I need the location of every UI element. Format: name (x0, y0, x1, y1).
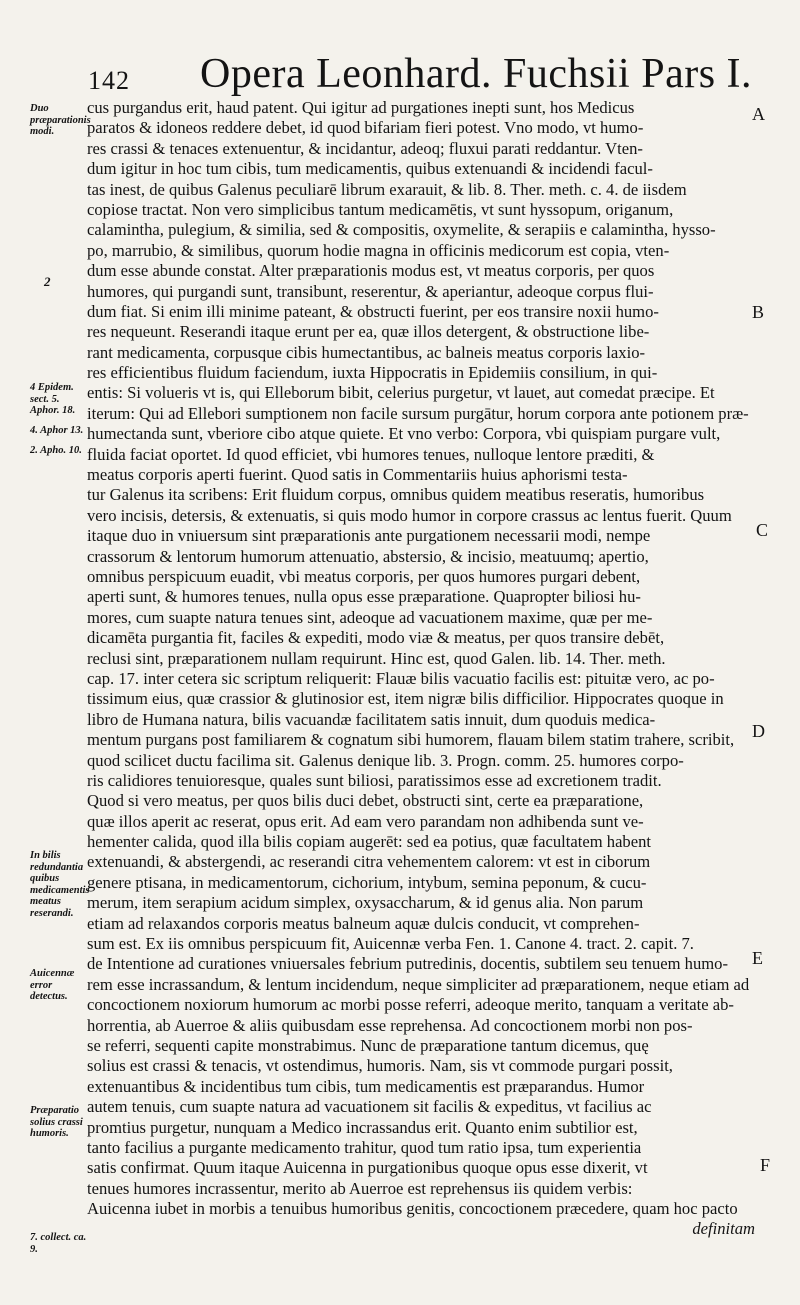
text-line-content: po, marrubio, & similibus, quorum hodie magna in officinis medicorum est copia, vten- (87, 240, 670, 260)
margin-notes (0, 0, 91, 1305)
text-line-content: genere ptisana, in medicamentorum, cichorium, intybum, semina peponum, & cucu- (87, 872, 647, 892)
text-line (87, 1138, 755, 1158)
text-line (87, 791, 755, 811)
text-line (87, 1219, 755, 1239)
text-line-content: res efficientibus fluidum faciendum, iuxta Hippocratis in Epidemiis consilium, in qui- (87, 363, 658, 383)
text-line (87, 180, 755, 200)
margin-note: 7. collect. ca. 9. (30, 1232, 87, 1255)
section-letter: B (752, 302, 765, 322)
margin-note: 2. Apho. 10. (30, 445, 82, 456)
text-line-content: iterum: Qui ad Ellebori sumptionem non facile sursum purgātur, horum corpora ante potionem præ- (87, 403, 749, 423)
text-line-content: paratos & idoneos reddere debet, id quod bifariam fieri potest. Vno modo, vt humo- (87, 118, 644, 138)
text-line-content: res crassi & tenaces extenuentur, & incidantur, adeoq; fluxui parati reddantur. Vten- (87, 138, 643, 158)
text-line-content: omnibus perspicuum euadit, vbi meatus corporis, per quos humores purgari debent, (87, 566, 641, 586)
text-line-content: extenuantibus & incidentibus tum cibis, tum medicamentis est præparandus. Humor (87, 1076, 645, 1096)
text-line (87, 995, 755, 1015)
section-letter: A (752, 104, 765, 124)
text-line (87, 934, 755, 954)
text-line-content: hementer calida, quod illa bilis copiam augerēt: sed ea potius, quæ facultatem habent (87, 832, 652, 852)
text-line-content: satis confirmat. Quum itaque Auicenna in purgationibus quoque opus esse dixerit, vt (87, 1158, 648, 1178)
text-line (87, 873, 755, 893)
text-line-content: mores, cum suapte natura tenues sint, adeoque ad vacuationem maxime, quæ per me- (87, 607, 653, 627)
text-line (87, 628, 755, 648)
text-line-content: Quod si vero meatus, per quos bilis duci debet, obstructi sint, certe ea præparatione, (87, 791, 644, 811)
text-line-content: solius est crassi & tenacis, vt ostendimus, humoris. Nam, sis vt commode purgari possit, (87, 1056, 673, 1076)
text-line-content: copiose tractat. Non vero simplicibus tantum medicamētis, vt sunt hyssopum, origanum, (87, 199, 674, 219)
text-line-content: fluida faciat oportet. Id quod efficiet, vbi humores tenues, nulloque lentore præditi, & (87, 444, 655, 464)
page-number: 142 (88, 66, 130, 95)
text-line (87, 261, 755, 281)
text-line (87, 587, 755, 607)
text-line-content: libro de Humana natura, bilis vacuandæ facilitatem satis innuit, dum quoduis medica- (87, 709, 656, 729)
text-line (87, 1056, 755, 1076)
text-line (87, 241, 755, 261)
text-line-content: tissimum eius, quæ crassior & glutinosior est, item nigræ bilis difficilior. Hippocrates quoque in (87, 689, 724, 709)
text-line (87, 1036, 755, 1056)
margin-note: 4 Epidem. sect. 5. Aphor. 18. (30, 382, 76, 416)
text-line-content: dum esse abunde constat. Alter præparationis modus est, vt meatus corporis, per quos (87, 261, 655, 281)
text-line-content: sum est. Ex iis omnibus perspicuum fit, Auicennæ verba Fen. 1. Canone 4. tract. 2. capit. 7. (87, 934, 694, 954)
text-line (87, 363, 755, 383)
text-line (87, 1077, 755, 1097)
text-line-content: merum, item serapium acidum simplex, oxysaccharum, & id genus alia. Non parum (87, 893, 644, 913)
section-letter: D (752, 721, 765, 741)
page-header (88, 50, 753, 100)
text-line-content: extenuandi, & abstergendi, ac reserandi citra vehementem calorem: vt est in ciborum (87, 852, 651, 872)
text-line (87, 1158, 755, 1178)
text-line-content: vero incisis, detersis, & extenuatis, si quis modo humor in corpore crassus ac lentus fuerit. Quum (87, 505, 732, 525)
text-line-content: humectanda sunt, vberiore cibo atque quiete. Et vno verbo: Corpora, vbi quispiam purgare vult, (87, 424, 721, 444)
text-line-content: cus purgandus erit, haud patent. Qui igitur ad purgationes inepti sunt, hos Medicus (87, 98, 635, 117)
text-line-content: tenues humores incrassentur, merito ab Auerroe est reprehensus iis quidem verbis: (87, 1178, 633, 1198)
running-title: Opera Leonhard. Fuchsii Pars I. (200, 51, 753, 97)
text-line (87, 343, 755, 363)
text-line (87, 200, 755, 220)
margin-note: 2 (44, 274, 51, 289)
text-line (87, 567, 755, 587)
text-line (87, 1097, 755, 1117)
text-line (87, 445, 755, 465)
text-line (87, 220, 755, 240)
text-line (87, 914, 755, 934)
margin-note: 4. Aphor 13. (30, 425, 84, 436)
text-line (87, 322, 755, 342)
text-line (87, 852, 755, 872)
text-line-content: concoctionem noxiorum humorum ac morbi posse referri, adeoque merito, tanquam a veritate ab- (87, 995, 734, 1015)
text-line-content: horrentia, ab Auerroe & aliis quibusdam esse reprehensa. Ad concoctionem morbi non pos- (87, 1015, 693, 1035)
text-line (87, 975, 755, 995)
text-line-content: dum fiat. Si enim illi minime pateant, & obstructi fuerint, per eos transire noxii humo- (87, 301, 659, 321)
text-line-content: de Intentione ad curationes vniuersales febrium putredinis, docentis, subtilem seu tenuem humo- (87, 954, 728, 974)
text-line-content: dum igitur in hoc tum cibis, tum medicamentis, quibus extenuandi & incidendi facul- (87, 159, 653, 179)
text-line-content: entis: Si volueris vt is, qui Elleborum bibit, celerius purgetur, vt lauet, aut comedat præcipe. Et (87, 383, 715, 403)
text-line-content: Auicenna iubet in morbis a tenuibus humoribus genitis, concoctionem præcedere, quam hoc pacto (87, 1199, 738, 1219)
margin-note: Duo præparationis modi. (30, 103, 91, 137)
text-line (87, 1199, 755, 1219)
text-line (87, 689, 755, 709)
text-line-content: meatus corporis aperti fuerint. Quod satis in Commentariis huius aphorismi testa- (87, 465, 628, 485)
text-line (87, 485, 755, 505)
text-line (87, 302, 755, 322)
text-line (87, 832, 755, 852)
margin-note: Præparatio solius crassi humoris. (30, 1105, 83, 1139)
text-line (87, 1118, 755, 1138)
text-line (87, 159, 755, 179)
text-line (87, 954, 755, 974)
text-line-content: aperti sunt, & humores tenues, nulla opus esse præparatione. Quapropter biliosi hu- (87, 587, 641, 607)
text-line (87, 118, 755, 138)
text-line-content: rant medicamenta, corpusque cibis humectantibus, ac balneis meatus corporis laxio- (87, 342, 646, 362)
text-line (87, 1179, 755, 1199)
text-line (87, 730, 755, 750)
text-line-content: rem esse incrassandum, & lentum incidendum, neque simpliciter ad præparationem, neque etiam ad (87, 974, 750, 994)
text-line-content: crassorum & lentorum humorum attenuatio, abstersio, & incisio, meatuumq; apertio, (87, 546, 649, 566)
text-line (87, 710, 755, 730)
text-line (87, 547, 755, 567)
text-line (87, 98, 755, 118)
body-text (87, 98, 755, 1240)
section-letter: E (752, 948, 763, 968)
text-line-content: tur Galenus ita scribens: Erit fluidum corpus, omnibus quidem meatibus reseratis, humoribus (87, 485, 705, 505)
text-line-content: res nequeunt. Reserandi itaque erunt per ea, quæ illos detergent, & obstructione libe- (87, 322, 650, 342)
text-line-content: tanto facilius a purgante medicamento trahitur, quod tum ratio ipsa, tum experientia (87, 1137, 642, 1157)
text-line-content: cap. 17. inter cetera sic scriptum reliquerit: Flauæ bilis vacuatio facilis est: pituitæ vero, ac po- (87, 668, 715, 688)
text-line-content: tas inest, de quibus Galenus peculiarē librum exarauit, & lib. 8. Ther. meth. c. 4. de iisdem (87, 179, 687, 199)
text-line-content: mentum purgans post familiarem & cognatum sibi humorem, flauam bilem statim trahere, scribit, (87, 730, 735, 750)
text-line-content: quæ illos aperit ac reserat, opus erit. Ad eam vero parandam non adhibenda sunt ve- (87, 811, 644, 831)
text-line-content: etiam ad relaxandos corporis meatus balneum aquæ dulcis conducit, vt comprehen- (87, 913, 640, 933)
text-line (87, 608, 755, 628)
text-line-content: quod scilicet ductu facilima sit. Galenus denique lib. 3. Progn. comm. 25. humores corpo- (87, 750, 684, 770)
text-line (87, 1016, 755, 1036)
text-line (87, 526, 755, 546)
text-line-content: autem tenuis, cum suapte natura ad vacuationem sit facilis & expeditus, vt facilius ac (87, 1097, 652, 1117)
text-line (87, 404, 755, 424)
margin-note: In bilis redundantia quibus medicamentis meatus reserandi. (30, 850, 90, 919)
text-line (87, 771, 755, 791)
section-letter: C (756, 520, 769, 540)
text-line-content: itaque duo in vniuersum sint præparationis ante purgationem necessarii modi, nempe (87, 526, 651, 546)
text-line (87, 751, 755, 771)
text-line-content: promtius purgetur, nunquam a Medico incrassandus erit. Quanto enim subtilior est, (87, 1117, 638, 1137)
text-line (87, 424, 755, 444)
text-line-content: dicamēta purgantia fit, faciles & expediti, modo viæ & meatus, per quos transire debēt, (87, 628, 665, 648)
text-line (87, 383, 755, 403)
text-line (87, 812, 755, 832)
text-line (87, 669, 755, 689)
text-line-content: humores, qui purgandi sunt, transibunt, reserentur, & aperiantur, adeoque corpus flui- (87, 281, 654, 301)
text-line (87, 649, 755, 669)
text-line-content: ris calidiores tenuioresque, quales sunt biliosi, paratissimos esse ad excretionem tradit. (87, 770, 662, 790)
text-line (87, 139, 755, 159)
section-letter: F (760, 1155, 771, 1175)
text-line (87, 282, 755, 302)
text-line (87, 893, 755, 913)
margin-note: Auicennæ error detectus. (30, 968, 75, 1002)
text-line-content: definitam (692, 1219, 755, 1239)
text-line-content: se referri, sequenti capite monstrabimus. Nunc de præparatione tantum dicemus, quę (87, 1035, 649, 1055)
text-line (87, 506, 755, 526)
text-line-content: calamintha, pulegium, & similia, sed & compositis, oxymelite, & serapiis e calamintha, hysso- (87, 220, 716, 240)
text-line-content: reclusi sint, præparationem nullam requirunt. Hinc est, quod Galen. lib. 14. Ther. meth. (87, 648, 666, 668)
text-line (87, 465, 755, 485)
